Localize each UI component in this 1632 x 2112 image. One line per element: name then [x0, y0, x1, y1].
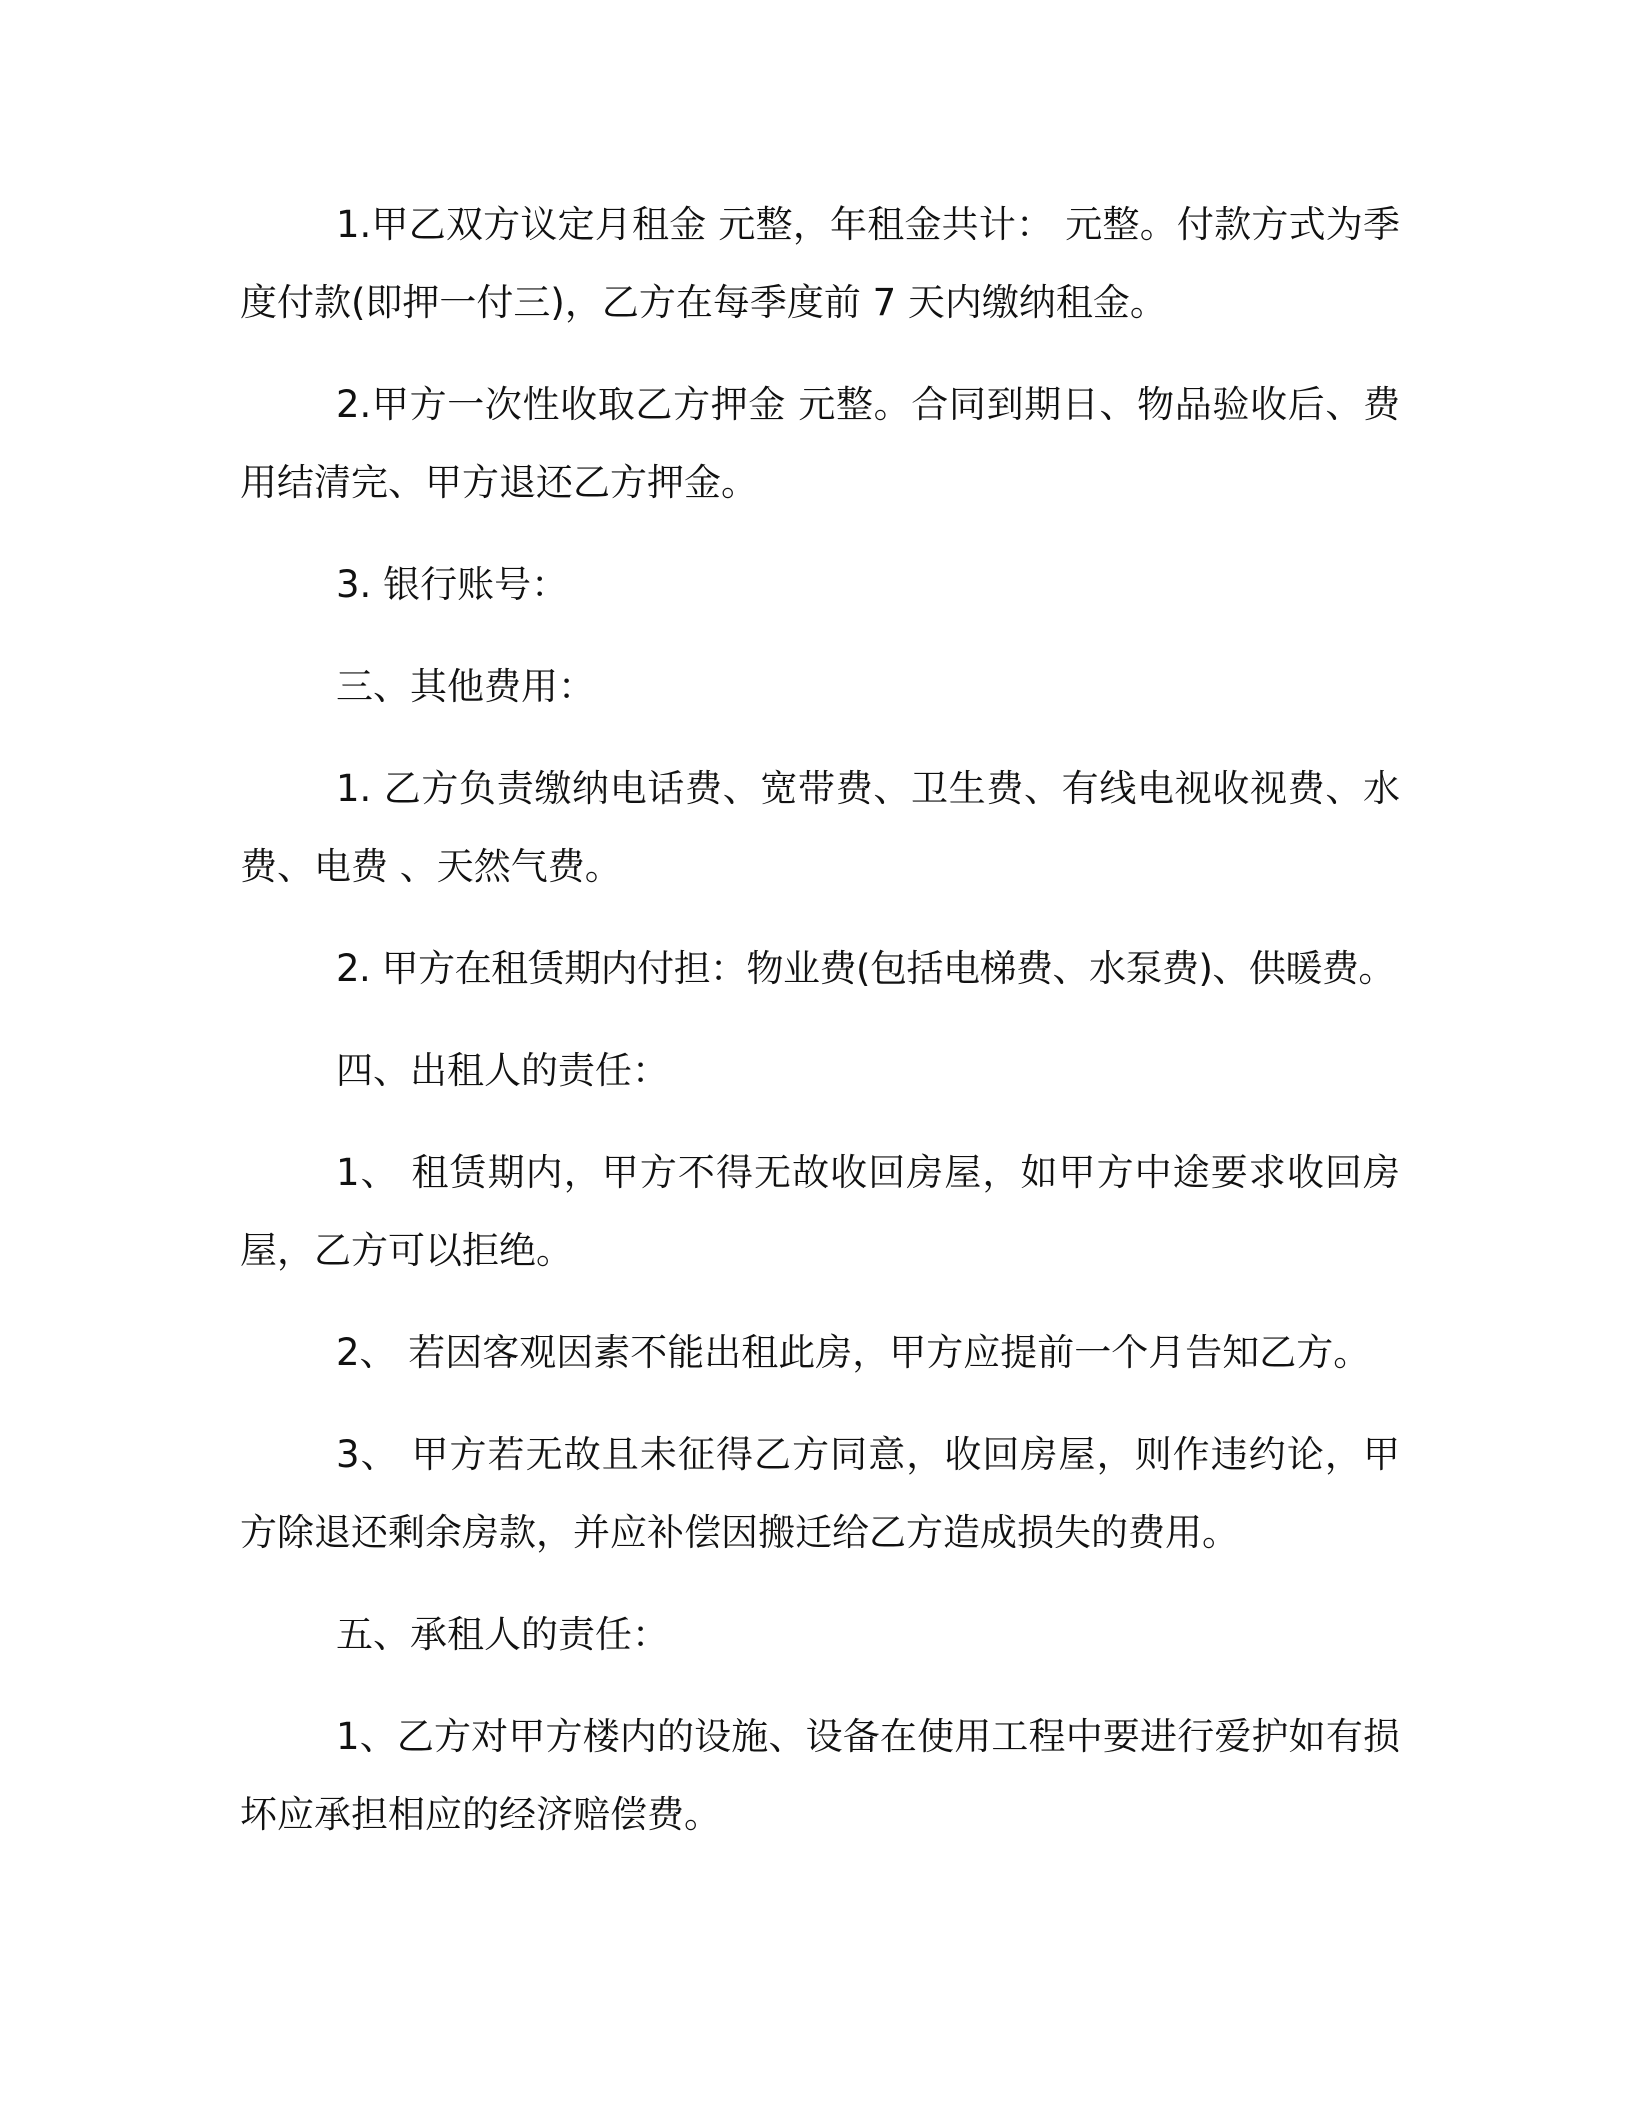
clause-landlord-fees: 2. 甲方在租赁期内付担：物业费(包括电梯费、水泵费)、供暖费。: [336, 947, 1395, 990]
clause-rent-amount: 1.甲乙双方议定月租金 元整，年租金共计： 元整。付款方式为季度付款(即押一付三)，乙方在每季度前 7 天内缴纳租金。: [240, 203, 1400, 324]
clause-no-early-recall: 1、 租赁期内，甲方不得无故收回房屋，如甲方中途要求收回房屋，乙方可以拒绝。: [240, 1151, 1400, 1272]
section-heading-landlord-duties: 四、出租人的责任：: [336, 1049, 669, 1092]
clause-tenant-fees: 1. 乙方负责缴纳电话费、宽带费、卫生费、有线电视收视费、水费、电费 、天然气费。: [240, 767, 1400, 888]
clause-advance-notice: 2、 若因客观因素不能出租此房，甲方应提前一个月告知乙方。: [336, 1331, 1371, 1374]
document-body: [240, 186, 1400, 1878]
section-heading-tenant-duties: 五、承租人的责任：: [336, 1613, 669, 1656]
clause-bank-account: 3. 银行账号：: [336, 563, 569, 606]
section-heading-other-fees: 三、其他费用：: [336, 665, 595, 708]
clause-deposit: 2.甲方一次性收取乙方押金 元整。合同到期日、物品验收后、费用结清完、甲方退还乙方押金。: [240, 383, 1400, 504]
clause-facility-care: 1、乙方对甲方楼内的设施、设备在使用工程中要进行爱护如有损坏应承担相应的经济赔偿费。: [240, 1715, 1400, 1836]
clause-breach-compensation: 3、 甲方若无故且未征得乙方同意，收回房屋，则作违约论，甲方除退还剩余房款，并应补偿因搬迁给乙方造成损失的费用。: [240, 1433, 1400, 1554]
